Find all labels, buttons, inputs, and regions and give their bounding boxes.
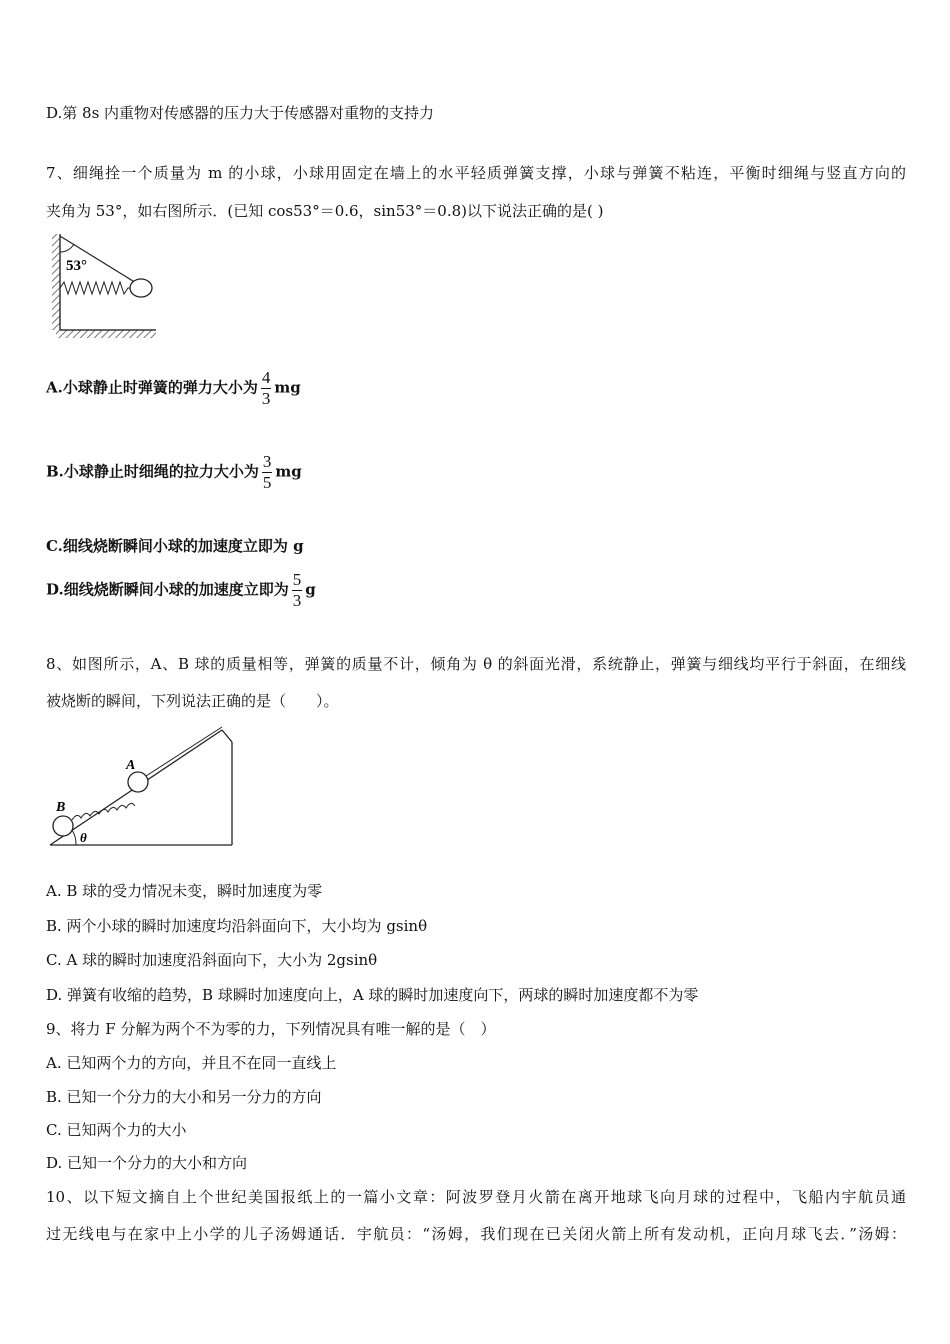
q8-option-a: A. B 球的受力情况未变，瞬时加速度为零 bbox=[46, 882, 323, 900]
fraction: $\frac{3}{5}$ bbox=[262, 452, 272, 492]
q8-figure-label-b: B bbox=[56, 800, 66, 815]
q8-option-b: B. 两个小球的瞬时加速度均沿斜面向下，大小均为 gsinθ bbox=[46, 917, 428, 935]
q9-option-d: D. 已知一个分力的大小和方向 bbox=[46, 1154, 248, 1172]
q7-option-c: C.细线烧断瞬间小球的加速度立即为 g bbox=[46, 537, 304, 555]
q6-option-d: D.第 8s 内重物对传感器的压力大于传感器对重物的支持力 bbox=[46, 104, 435, 122]
q8-figure-incline bbox=[46, 722, 242, 850]
q7-figure-angle-label: 53° bbox=[66, 258, 87, 274]
q10-stem-line2: 过无线电与在家中上小学的儿子汤姆通话．宇航员：“汤姆，我们现在已关闭火箭上所有发动机，正向月球飞去．”汤姆： bbox=[46, 1225, 906, 1243]
q10-stem-line1: 10、以下短文摘自上个世纪美国报纸上的一篇小文章：阿波罗登月火箭在离开地球飞向月球的过程中，飞船内宇航员通 bbox=[46, 1188, 906, 1206]
q9-option-b: B. 已知一个分力的大小和另一分力的方向 bbox=[46, 1088, 322, 1106]
q7-stem-line2: 夹角为 53°，如右图所示．(已知 cos53°＝0.6，sin53°＝0.8)以下说法正确的是( ) bbox=[46, 202, 604, 220]
fraction: $\frac{5}{3}$ bbox=[292, 570, 302, 610]
q8-stem-line2: 被烧断的瞬间，下列说法正确的是（ ）。 bbox=[46, 692, 339, 710]
q7-option-a: A.小球静止时弹簧的弹力大小为 $\frac{4}{3}$ mg bbox=[46, 368, 301, 408]
q9-stem: 9、将力 F 分解为两个不为零的力，下列情况具有唯一解的是（ ） bbox=[46, 1020, 496, 1038]
q8-option-c: C. A 球的瞬时加速度沿斜面向下，大小为 2gsinθ bbox=[46, 951, 378, 969]
q8-figure-label-theta: θ bbox=[80, 830, 87, 845]
q9-option-a: A. 已知两个力的方向，并且不在同一直线上 bbox=[46, 1054, 337, 1072]
q8-stem-line1: 8、如图所示，A、B 球的质量相等，弹簧的质量不计，倾角为 θ 的斜面光滑，系统静止，弹簧与细线均平行于斜面，在细线 bbox=[46, 655, 906, 673]
q7-option-d: D.细线烧断瞬间小球的加速度立即为 $\frac{5}{3}$ g bbox=[46, 570, 316, 610]
q8-option-d: D. 弹簧有收缩的趋势，B 球瞬时加速度向上，A 球的瞬时加速度向下，两球的瞬时加速度都不为零 bbox=[46, 986, 699, 1004]
fraction: $\frac{4}{3}$ bbox=[261, 368, 271, 408]
q7-stem-line1: 7、细绳拴一个质量为 m 的小球，小球用固定在墙上的水平轻质弹簧支撑，小球与弹簧不粘连，平衡时细绳与竖直方向的 bbox=[46, 164, 906, 182]
q9-option-c: C. 已知两个力的大小 bbox=[46, 1121, 187, 1139]
q7-figure-wall-spring-ball bbox=[46, 230, 158, 342]
q8-figure-label-a: A bbox=[126, 758, 136, 773]
q7-option-b: B.小球静止时细绳的拉力大小为 $\frac{3}{5}$ mg bbox=[46, 452, 302, 492]
